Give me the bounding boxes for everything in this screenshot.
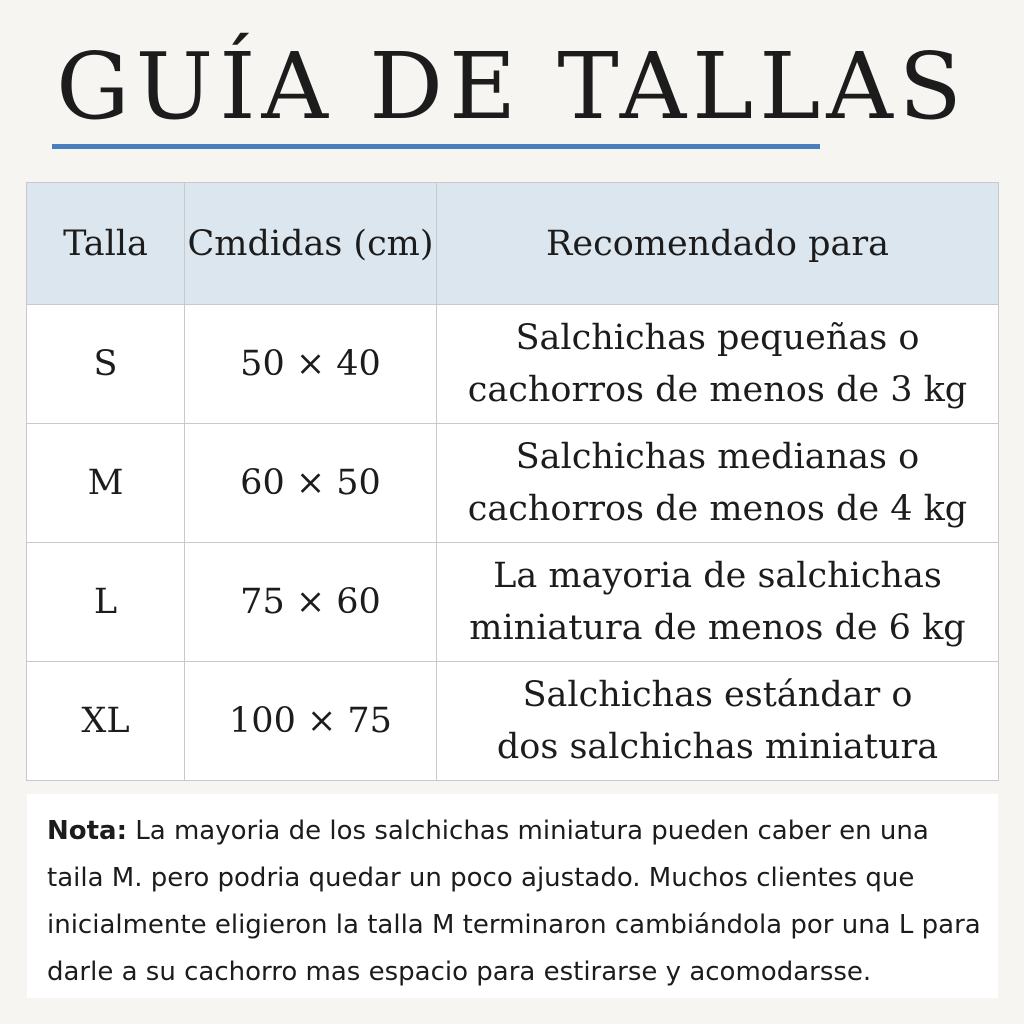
recommendation-line: miniatura de menos de 6 kg <box>469 608 966 648</box>
recommendation-line: Salchichas estándar o <box>522 675 913 715</box>
recommendation-cell <box>437 662 999 781</box>
table-row <box>27 305 999 424</box>
size-cell: S <box>27 305 185 424</box>
note-text: La mayoria de los salchichas miniatura pueden caber en una taila M. pero podria quedar un poco ajustado. Muchos clientes que inicialmente eligieron la talla M terminaron cambiándola por una L para darle a su cachorro mas espacio para estirarse y acomodarsse. <box>47 816 981 987</box>
recommendation-line: La mayoria de salchichas <box>493 556 942 596</box>
page-title: GUÍA DE TALLAS <box>56 33 968 140</box>
note-label: Nota: <box>47 816 127 846</box>
recommendation-line: cachorros de menos de 3 kg <box>467 370 968 410</box>
header-size: Talla <box>27 183 185 305</box>
dimensions-cell: 100 × 75 <box>185 662 437 781</box>
size-cell: XL <box>27 662 185 781</box>
title-underline <box>52 144 820 149</box>
recommendation-cell <box>437 305 999 424</box>
recommendation-line: Salchichas medianas o <box>515 437 920 477</box>
dimensions-cell: 75 × 60 <box>185 543 437 662</box>
dimensions-cell: 50 × 40 <box>185 305 437 424</box>
size-cell: L <box>27 543 185 662</box>
table-header-row <box>27 183 999 305</box>
size-cell: M <box>27 424 185 543</box>
recommendation-line: cachorros de menos de 4 kg <box>467 489 968 529</box>
recommendation-cell <box>437 424 999 543</box>
table-row <box>27 424 999 543</box>
dimensions-cell: 60 × 50 <box>185 424 437 543</box>
table-row <box>27 543 999 662</box>
table-row <box>27 662 999 781</box>
size-table <box>26 182 999 781</box>
recommendation-line: dos salchichas miniatura <box>496 727 939 767</box>
header-recommended: Recomendado para <box>437 183 999 305</box>
recommendation-cell <box>437 543 999 662</box>
header-dimensions: Cmdidas (cm) <box>185 183 437 305</box>
recommendation-line: Salchichas pequeñas o <box>515 318 920 358</box>
note-box <box>27 794 998 998</box>
